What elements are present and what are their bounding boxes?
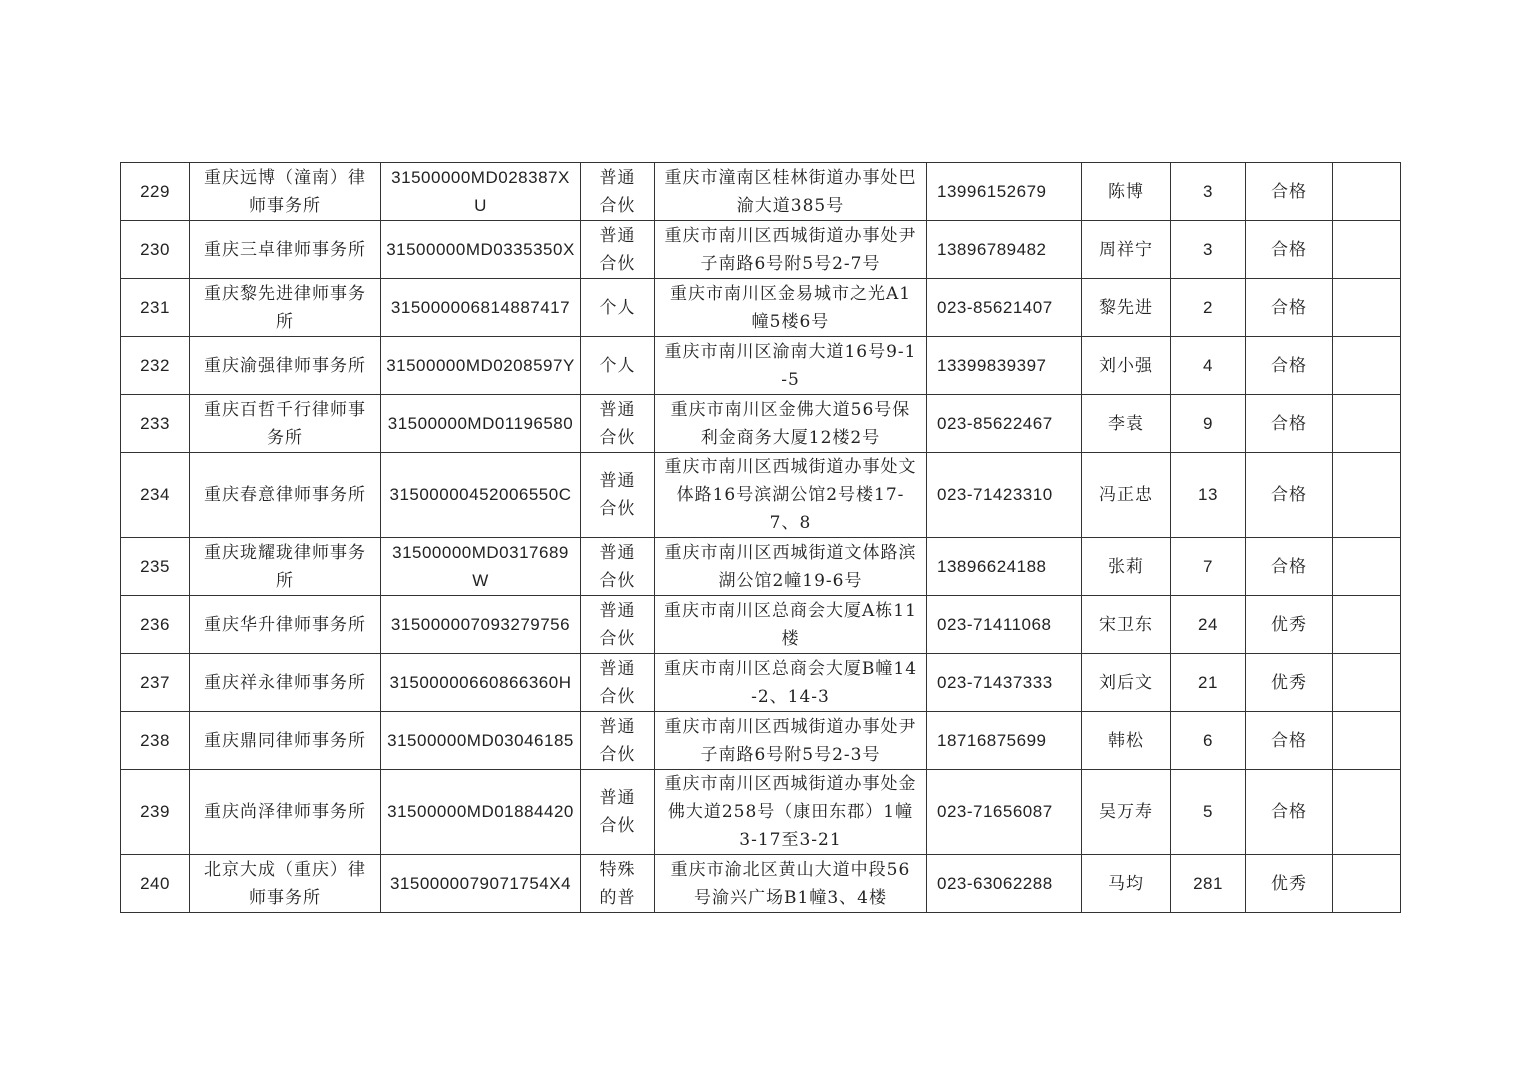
principal-cell: 马均 — [1082, 855, 1171, 913]
lawyer-count-cell: 13 — [1171, 453, 1246, 538]
table-row — [121, 770, 1401, 855]
phone-cell: 023-85621407 — [927, 279, 1082, 337]
remark-cell — [1333, 337, 1401, 395]
remark-cell — [1333, 221, 1401, 279]
row-number-cell: 239 — [121, 770, 190, 855]
address-cell: 重庆市南川区西城街道办事处文体路16号滨湖公馆2号楼17-7、8 — [655, 453, 927, 538]
address-cell: 重庆市南川区西城街道办事处尹子南路6号附5号2-3号 — [655, 712, 927, 770]
assessment-result-cell: 合格 — [1246, 163, 1333, 221]
remark-cell — [1333, 538, 1401, 596]
organization-type-cell: 普通合伙 — [581, 596, 655, 654]
lawyer-count-cell: 5 — [1171, 770, 1246, 855]
firm-name-cell: 重庆鼎同律师事务所 — [190, 712, 381, 770]
table-row — [121, 221, 1401, 279]
law-firm-table — [120, 162, 1401, 913]
lawyer-count-cell: 4 — [1171, 337, 1246, 395]
organization-type-cell: 普通合伙 — [581, 538, 655, 596]
lawyer-count-cell: 6 — [1171, 712, 1246, 770]
firm-name-cell: 重庆祥永律师事务所 — [190, 654, 381, 712]
organization-type-cell: 普通合伙 — [581, 770, 655, 855]
firm-name-cell: 重庆春意律师事务所 — [190, 453, 381, 538]
row-number-cell: 236 — [121, 596, 190, 654]
remark-cell — [1333, 596, 1401, 654]
assessment-result-cell: 优秀 — [1246, 596, 1333, 654]
row-number-cell: 233 — [121, 395, 190, 453]
assessment-result-cell: 合格 — [1246, 221, 1333, 279]
lawyer-count-cell: 281 — [1171, 855, 1246, 913]
credit-code-cell: 31500000MD0208597Y — [381, 337, 581, 395]
table-row — [121, 538, 1401, 596]
phone-cell: 13996152679 — [927, 163, 1082, 221]
credit-code-cell: 31500000MD0317689W — [381, 538, 581, 596]
row-number-cell: 240 — [121, 855, 190, 913]
lawyer-count-cell: 2 — [1171, 279, 1246, 337]
phone-cell: 023-63062288 — [927, 855, 1082, 913]
lawyer-count-cell: 3 — [1171, 163, 1246, 221]
row-number-cell: 230 — [121, 221, 190, 279]
table-row — [121, 163, 1401, 221]
firm-name-cell: 北京大成（重庆）律师事务所 — [190, 855, 381, 913]
row-number-cell: 237 — [121, 654, 190, 712]
principal-cell: 宋卫东 — [1082, 596, 1171, 654]
row-number-cell: 231 — [121, 279, 190, 337]
address-cell: 重庆市南川区西城街道文体路滨湖公馆2幢19-6号 — [655, 538, 927, 596]
remark-cell — [1333, 279, 1401, 337]
principal-cell: 张莉 — [1082, 538, 1171, 596]
credit-code-cell: 3150000079071754X4 — [381, 855, 581, 913]
principal-cell: 黎先进 — [1082, 279, 1171, 337]
assessment-result-cell: 合格 — [1246, 395, 1333, 453]
principal-cell: 陈博 — [1082, 163, 1171, 221]
credit-code-cell: 31500000MD01884420 — [381, 770, 581, 855]
assessment-result-cell: 合格 — [1246, 538, 1333, 596]
principal-cell: 李袁 — [1082, 395, 1171, 453]
lawyer-count-cell: 7 — [1171, 538, 1246, 596]
table-row — [121, 712, 1401, 770]
principal-cell: 吴万寿 — [1082, 770, 1171, 855]
firm-name-cell: 重庆三卓律师事务所 — [190, 221, 381, 279]
organization-type-cell: 普通合伙 — [581, 221, 655, 279]
phone-cell: 023-71656087 — [927, 770, 1082, 855]
phone-cell: 13399839397 — [927, 337, 1082, 395]
organization-type-cell: 个人 — [581, 279, 655, 337]
organization-type-cell: 普通合伙 — [581, 712, 655, 770]
remark-cell — [1333, 855, 1401, 913]
firm-name-cell: 重庆尚泽律师事务所 — [190, 770, 381, 855]
lawyer-count-cell: 9 — [1171, 395, 1246, 453]
credit-code-cell: 31500000MD01196580 — [381, 395, 581, 453]
principal-cell: 刘小强 — [1082, 337, 1171, 395]
address-cell: 重庆市南川区总商会大厦A栋11楼 — [655, 596, 927, 654]
assessment-result-cell: 合格 — [1246, 279, 1333, 337]
firm-name-cell: 重庆珑耀珑律师事务所 — [190, 538, 381, 596]
remark-cell — [1333, 654, 1401, 712]
phone-cell: 023-85622467 — [927, 395, 1082, 453]
organization-type-cell: 普通合伙 — [581, 395, 655, 453]
lawyer-count-cell: 21 — [1171, 654, 1246, 712]
firm-name-cell: 重庆远博（潼南）律师事务所 — [190, 163, 381, 221]
row-number-cell: 234 — [121, 453, 190, 538]
firm-name-cell: 重庆渝强律师事务所 — [190, 337, 381, 395]
phone-cell: 18716875699 — [927, 712, 1082, 770]
remark-cell — [1333, 163, 1401, 221]
row-number-cell: 238 — [121, 712, 190, 770]
phone-cell: 023-71423310 — [927, 453, 1082, 538]
firm-name-cell: 重庆百哲千行律师事务所 — [190, 395, 381, 453]
address-cell: 重庆市南川区西城街道办事处金佛大道258号（康田东郡）1幢3-17至3-21 — [655, 770, 927, 855]
address-cell: 重庆市南川区渝南大道16号9-1-5 — [655, 337, 927, 395]
organization-type-cell: 个人 — [581, 337, 655, 395]
address-cell: 重庆市南川区金佛大道56号保利金商务大厦12楼2号 — [655, 395, 927, 453]
firm-name-cell: 重庆华升律师事务所 — [190, 596, 381, 654]
phone-cell: 13896624188 — [927, 538, 1082, 596]
address-cell: 重庆市渝北区黄山大道中段56号渝兴广场B1幢3、4楼 — [655, 855, 927, 913]
assessment-result-cell: 合格 — [1246, 453, 1333, 538]
firm-name-cell: 重庆黎先进律师事务所 — [190, 279, 381, 337]
phone-cell: 023-71437333 — [927, 654, 1082, 712]
address-cell: 重庆市南川区西城街道办事处尹子南路6号附5号2-7号 — [655, 221, 927, 279]
remark-cell — [1333, 712, 1401, 770]
table-row — [121, 596, 1401, 654]
phone-cell: 13896789482 — [927, 221, 1082, 279]
organization-type-cell: 特殊的普 — [581, 855, 655, 913]
lawyer-count-cell: 3 — [1171, 221, 1246, 279]
assessment-result-cell: 合格 — [1246, 337, 1333, 395]
table-row — [121, 337, 1401, 395]
assessment-result-cell: 优秀 — [1246, 654, 1333, 712]
assessment-result-cell: 合格 — [1246, 770, 1333, 855]
lawyer-count-cell: 24 — [1171, 596, 1246, 654]
address-cell: 重庆市南川区金易城市之光A1幢5楼6号 — [655, 279, 927, 337]
remark-cell — [1333, 770, 1401, 855]
principal-cell: 周祥宁 — [1082, 221, 1171, 279]
remark-cell — [1333, 453, 1401, 538]
principal-cell: 韩松 — [1082, 712, 1171, 770]
principal-cell: 刘后文 — [1082, 654, 1171, 712]
credit-code-cell: 31500000MD03046185 — [381, 712, 581, 770]
assessment-result-cell: 优秀 — [1246, 855, 1333, 913]
address-cell: 重庆市潼南区桂林街道办事处巴渝大道385号 — [655, 163, 927, 221]
table-row — [121, 654, 1401, 712]
organization-type-cell: 普通合伙 — [581, 654, 655, 712]
row-number-cell: 232 — [121, 337, 190, 395]
credit-code-cell: 315000007093279756 — [381, 596, 581, 654]
organization-type-cell: 普通合伙 — [581, 163, 655, 221]
table-row — [121, 279, 1401, 337]
row-number-cell: 229 — [121, 163, 190, 221]
table-row — [121, 855, 1401, 913]
assessment-result-cell: 合格 — [1246, 712, 1333, 770]
row-number-cell: 235 — [121, 538, 190, 596]
credit-code-cell: 31500000660866360H — [381, 654, 581, 712]
remark-cell — [1333, 395, 1401, 453]
table-row — [121, 453, 1401, 538]
address-cell: 重庆市南川区总商会大厦B幢14-2、14-3 — [655, 654, 927, 712]
organization-type-cell: 普通合伙 — [581, 453, 655, 538]
table-row — [121, 395, 1401, 453]
credit-code-cell: 31500000MD028387XU — [381, 163, 581, 221]
credit-code-cell: 31500000MD0335350X — [381, 221, 581, 279]
phone-cell: 023-71411068 — [927, 596, 1082, 654]
credit-code-cell: 31500000452006550C — [381, 453, 581, 538]
credit-code-cell: 315000006814887417 — [381, 279, 581, 337]
principal-cell: 冯正忠 — [1082, 453, 1171, 538]
